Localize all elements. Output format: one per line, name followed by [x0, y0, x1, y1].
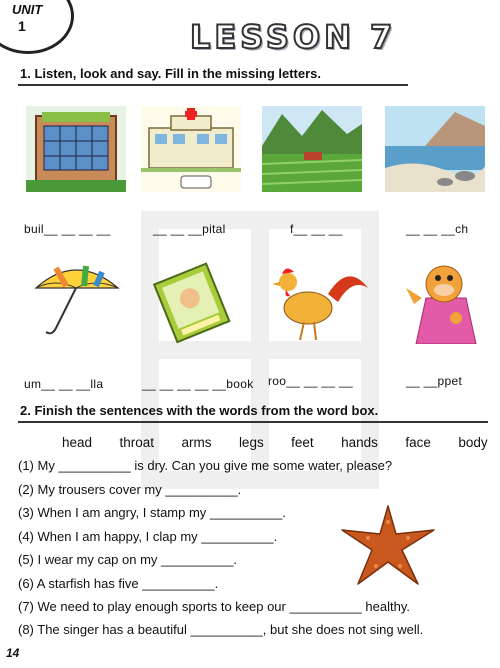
blank-hospital: __ __ __pital — [153, 222, 226, 236]
watermark-graphic — [130, 200, 390, 500]
umbrella-icon — [26, 258, 126, 344]
book-icon — [141, 258, 241, 344]
word-box-item: head — [62, 435, 93, 450]
farm-icon — [262, 106, 362, 192]
unit-label: UNIT — [12, 2, 43, 17]
lesson-title: LESSON 7 — [190, 18, 397, 56]
section1-rule — [18, 84, 408, 86]
page-number: 14 — [6, 646, 20, 660]
beach-icon — [385, 106, 485, 192]
building-icon — [26, 106, 126, 192]
word-box-item: arms — [181, 435, 212, 450]
sentence-7: (7) We need to play enough sports to keep our __________ healthy. — [18, 599, 410, 614]
word-box-item: face — [405, 435, 431, 450]
word-box-item: legs — [238, 435, 264, 450]
hospital-icon — [141, 106, 241, 192]
word-box-item: feet — [291, 435, 314, 450]
sentence-8: (8) The singer has a beautiful __________, but she does not sing well. — [18, 622, 424, 637]
unit-number: 1 — [18, 18, 26, 34]
blank-farm: f__ __ __ — [290, 222, 343, 236]
word-box-item: body — [458, 435, 488, 450]
blank-puppet: __ __ppet — [406, 374, 463, 388]
starfish-icon — [338, 500, 438, 588]
section1-title: 1. Listen, look and say. Fill in the missing letters. — [20, 66, 321, 81]
puppet-icon — [396, 258, 496, 344]
blank-book: __ __ __ __ __book — [142, 377, 254, 391]
sentence-6: (6) A starfish has five __________. — [18, 576, 219, 591]
section2-rule — [18, 421, 488, 423]
blank-beach: __ __ __ch — [406, 222, 469, 236]
blank-umbrella: um__ __ __lla — [24, 377, 104, 391]
sentence-3: (3) When I am angry, I stamp my __________. — [18, 505, 286, 520]
blank-building: buil__ __ __ __ — [24, 222, 111, 236]
word-box-item: hands — [341, 435, 378, 450]
sentence-1: (1) My __________ is dry. Can you give me some water, please? — [18, 458, 393, 473]
sentence-5: (5) I wear my cap on my __________. — [18, 552, 237, 567]
word-box-item: throat — [119, 435, 155, 450]
rooster-icon — [268, 258, 368, 344]
section2-title: 2. Finish the sentences with the words from the word box. — [20, 403, 379, 418]
sentence-4: (4) When I am happy, I clap my __________. — [18, 529, 278, 544]
word-box — [62, 434, 488, 452]
sentence-2: (2) My trousers cover my __________. — [18, 482, 242, 497]
blank-rooster: roo__ __ __ __ — [268, 374, 353, 388]
